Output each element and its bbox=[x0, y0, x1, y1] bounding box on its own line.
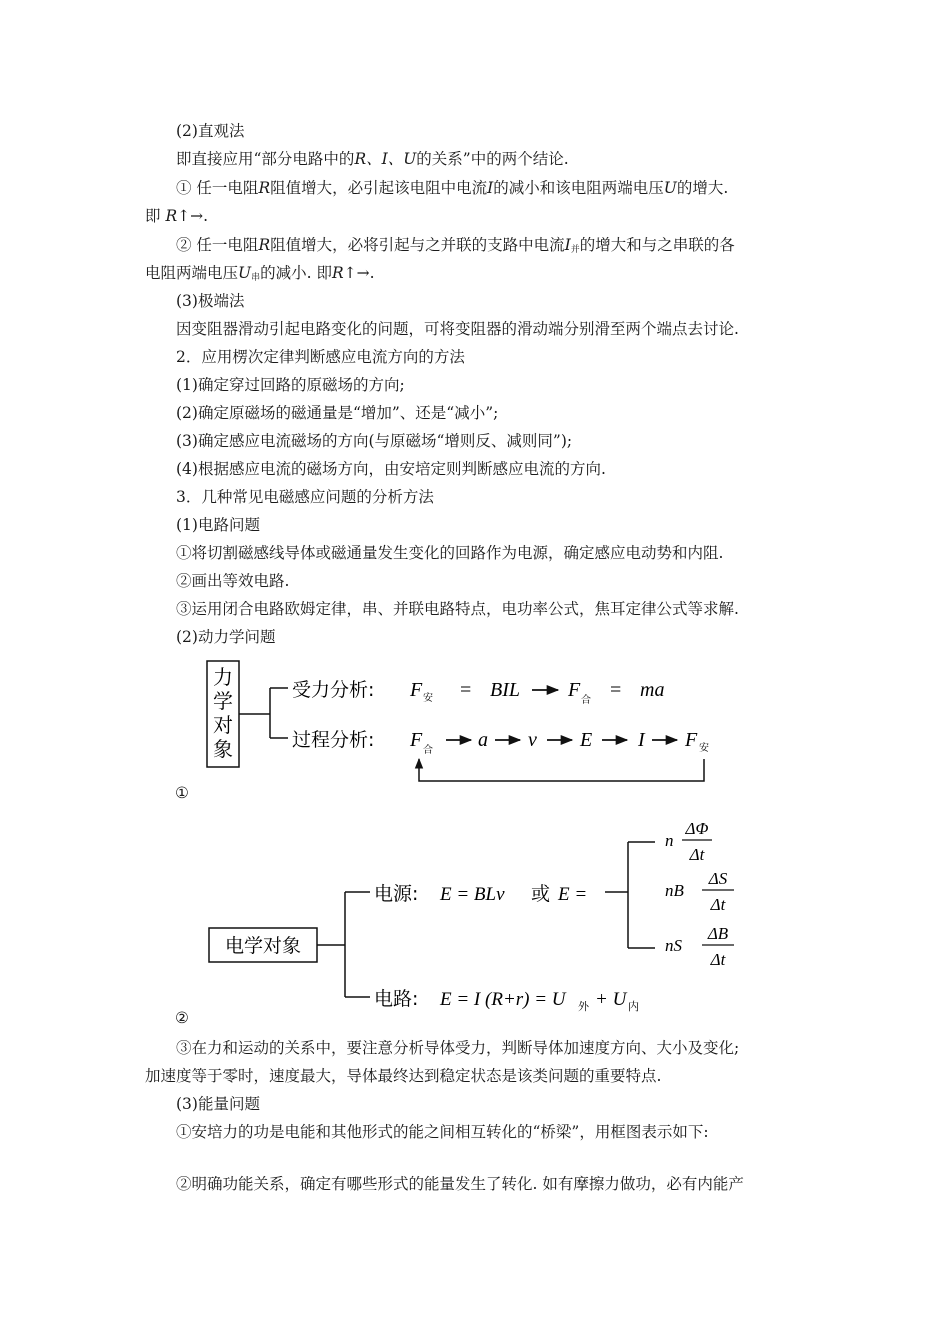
subscript: 并 bbox=[570, 245, 580, 255]
paragraph-rheostat: 因变阻器滑动引起电路变化的问题，可将变阻器的滑动端分别滑至两个端点去讨论. bbox=[176, 320, 739, 338]
bil-term: BIL bbox=[490, 679, 520, 701]
circuit-formula-tail: + U bbox=[595, 989, 627, 1010]
text-segment: 的减小. 即 bbox=[260, 264, 332, 282]
variable-text: R bbox=[258, 236, 271, 254]
force-symbol: F bbox=[410, 729, 423, 751]
text-segment: ① 任一电阻 bbox=[176, 179, 259, 197]
velocity-symbol: v bbox=[528, 729, 537, 751]
step-4: (4)根据感应电流的磁场方向，由安培定则判断感应电流的方向. bbox=[176, 460, 606, 478]
dynamics-note-line-1: ③在力和运动的关系中，要注意分析导体受力，判断导体加速度方向、大小及变化; bbox=[176, 1039, 740, 1057]
text-segment: 阻值增大，必将引起与之并联的支路中电流 bbox=[270, 236, 565, 254]
dynamics-note-line-2: 加速度等于零时，速度最大，导体最终达到稳定状态是该类问题的重要特点. bbox=[145, 1067, 662, 1085]
circuit-formula: E = I (R+r) = U bbox=[440, 989, 566, 1010]
text-segment: 即 bbox=[145, 207, 161, 225]
variable-text: I bbox=[564, 236, 571, 254]
subscript: 合 bbox=[423, 745, 433, 756]
circuit-label: 电路: bbox=[374, 988, 419, 1010]
paragraph-direct-application bbox=[176, 149, 569, 169]
text-segment: ② 任一电阻 bbox=[176, 236, 259, 254]
circuit-item-3: ③运用闭合电路欧姆定律，串、并联电路特点，电功率公式，焦耳定律公式等求解. bbox=[176, 600, 739, 618]
variable-text: R、I、U bbox=[354, 150, 417, 168]
force-symbol: F bbox=[410, 679, 423, 701]
equals-sign: = bbox=[610, 679, 622, 701]
box-char: 象 bbox=[213, 737, 233, 761]
source-e-equals: E = bbox=[558, 884, 588, 905]
energy-item-2: ②明确功能关系，确定有哪些形式的能量发生了转化. 如有摩擦力做功，必有内能产 bbox=[176, 1175, 744, 1193]
circuit-item-1: ①将切割磁感线导体或磁通量发生变化的回路作为电源，确定感应电动势和内阻. bbox=[176, 544, 724, 562]
force-symbol: F bbox=[685, 729, 698, 751]
variable-text: R bbox=[165, 207, 178, 225]
bracket-line bbox=[605, 842, 655, 948]
text-segment: ↑→. bbox=[343, 264, 375, 282]
fraction-denominator: Δt bbox=[689, 845, 705, 864]
coefficient: nS bbox=[665, 936, 682, 955]
accel-symbol: a bbox=[478, 729, 488, 751]
step-2: (2)确定原磁场的磁通量是“增加”、还是“减小”; bbox=[176, 404, 499, 422]
source-formula: E = BLv bbox=[440, 884, 505, 905]
subscript: 外 bbox=[578, 1000, 589, 1013]
figure-marker-1: ① bbox=[175, 784, 189, 802]
electrical-diagram bbox=[200, 808, 760, 1013]
force-analysis-label: 受力分析: bbox=[292, 679, 375, 701]
bracket-line bbox=[239, 688, 288, 738]
or-word: 或 bbox=[531, 883, 551, 905]
feedback-arrow bbox=[419, 759, 704, 781]
variable-text: R bbox=[258, 179, 271, 197]
text-segment: 的减小和该电阻两端电压 bbox=[493, 179, 664, 197]
heading-energy-problem: (3)能量问题 bbox=[176, 1095, 260, 1113]
text-segment: 即直接应用“部分电路中的 bbox=[176, 150, 355, 168]
box-char: 学 bbox=[213, 689, 233, 713]
subscript: 安 bbox=[423, 693, 433, 704]
current-symbol: I bbox=[638, 729, 645, 751]
bracket-line bbox=[317, 892, 370, 997]
text-segment: 电阻两端电压 bbox=[145, 264, 239, 282]
subscript: 合 bbox=[581, 695, 591, 706]
equals-sign: = bbox=[460, 679, 472, 701]
electrical-object-label: 电学对象 bbox=[224, 935, 302, 957]
coefficient: n bbox=[665, 831, 674, 850]
conclusion-1-line-1 bbox=[176, 178, 728, 198]
fraction-numerator: ΔΦ bbox=[685, 819, 709, 838]
variable-text: I bbox=[487, 179, 494, 197]
step-3: (3)确定感应电流磁场的方向(与原磁场“增则反、减则同”); bbox=[176, 432, 573, 450]
box-char: 对 bbox=[213, 713, 233, 737]
figure-marker-2: ② bbox=[175, 1009, 189, 1027]
heading-dynamics-problem: (2)动力学问题 bbox=[176, 628, 276, 646]
fraction-numerator: ΔS bbox=[708, 869, 728, 888]
variable-text: U bbox=[663, 179, 677, 197]
text-segment: ↑→. bbox=[177, 207, 209, 225]
ma-term: ma bbox=[640, 679, 665, 701]
heading-lenz-law: 2．应用楞次定律判断感应电流方向的方法 bbox=[176, 348, 465, 366]
variable-text: U bbox=[238, 264, 252, 282]
source-label: 电源: bbox=[374, 883, 419, 905]
process-analysis-label: 过程分析: bbox=[292, 729, 375, 751]
fraction-numerator: ΔB bbox=[707, 924, 729, 943]
text-segment: 的关系”中的两个结论. bbox=[416, 150, 569, 168]
text-segment: 的增大. bbox=[676, 179, 729, 197]
emf-symbol: E bbox=[580, 729, 593, 751]
step-1: (1)确定穿过回路的原磁场的方向; bbox=[176, 376, 405, 394]
heading-intuitive-method: (2)直观法 bbox=[176, 122, 245, 140]
text-segment: 的增大和与之串联的各 bbox=[579, 236, 735, 254]
variable-text: R bbox=[331, 264, 344, 282]
subscript: 串 bbox=[251, 273, 261, 283]
mechanics-diagram bbox=[200, 656, 720, 786]
conclusion-1-line-2 bbox=[145, 206, 208, 226]
heading-circuit-problem: (1)电路问题 bbox=[176, 516, 260, 534]
conclusion-2-line-1 bbox=[176, 235, 735, 260]
text-segment: 阻值增大，必引起该电阻中电流 bbox=[270, 179, 488, 197]
circuit-item-2: ②画出等效电路. bbox=[176, 572, 290, 590]
subscript: 内 bbox=[628, 1000, 639, 1013]
heading-extreme-method: (3)极端法 bbox=[176, 292, 245, 310]
energy-item-1: ①安培力的功是电能和其他形式的能之间相互转化的“桥梁”，用框图表示如下: bbox=[176, 1123, 709, 1141]
conclusion-2-line-2 bbox=[145, 263, 375, 288]
coefficient: nB bbox=[665, 881, 684, 900]
fraction-denominator: Δt bbox=[710, 895, 726, 914]
heading-em-induction: 3．几种常见电磁感应问题的分析方法 bbox=[176, 488, 434, 506]
fraction-denominator: Δt bbox=[710, 950, 726, 969]
force-symbol: F bbox=[568, 679, 581, 701]
subscript: 安 bbox=[699, 743, 709, 754]
box-char: 力 bbox=[213, 665, 233, 689]
